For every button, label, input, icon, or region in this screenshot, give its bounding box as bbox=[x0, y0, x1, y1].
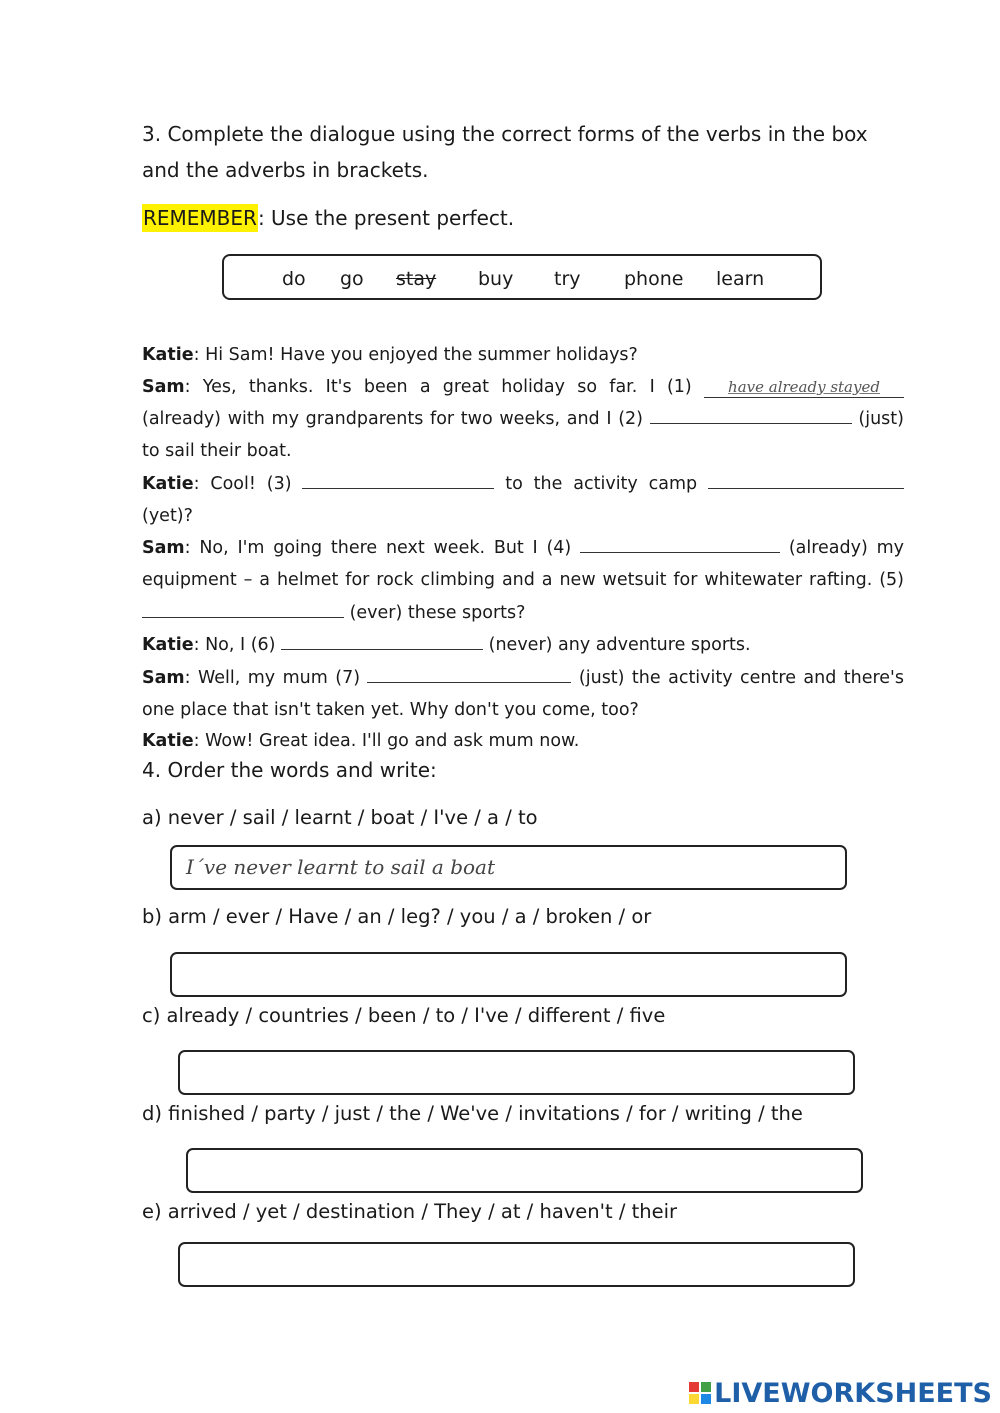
blank-1-answer[interactable]: have already stayed bbox=[704, 377, 904, 398]
dialogue-text: : Hi Sam! Have you enjoyed the summer holidays? bbox=[193, 345, 638, 365]
dialogue-text: : Wow! Great idea. I'll go and ask mum now. bbox=[193, 731, 580, 752]
remember-label: REMEMBER bbox=[143, 206, 257, 230]
blank-6[interactable] bbox=[281, 629, 483, 650]
liveworksheets-logo bbox=[688, 1378, 992, 1409]
dialogue-text: : Yes, thanks. It's been a great holiday so far. I (1) bbox=[184, 376, 704, 397]
dialogue-text: : Cool! (3) bbox=[193, 473, 303, 494]
blank-2[interactable] bbox=[650, 403, 852, 424]
speaker-sam: Sam bbox=[142, 376, 185, 397]
item-c-answer-box[interactable] bbox=[178, 1050, 855, 1095]
dialogue bbox=[142, 340, 904, 758]
liveworksheets-logo-icon bbox=[688, 1381, 712, 1405]
dialogue-line-3 bbox=[142, 474, 904, 526]
dialogue-text: (just) to sail their boat. bbox=[142, 409, 904, 462]
speaker-sam: Sam bbox=[142, 538, 185, 559]
dialogue-text: to the activity camp bbox=[494, 473, 708, 494]
verb-phone: phone bbox=[624, 268, 684, 290]
exercise-4-instruction: 4. Order the words and write: bbox=[142, 758, 437, 782]
dialogue-text: (yet)? bbox=[142, 505, 193, 526]
blank-4[interactable] bbox=[580, 532, 780, 553]
item-e-prompt: e) arrived / yet / destination / They / at / haven't / their bbox=[142, 1200, 678, 1223]
blank-3b[interactable] bbox=[708, 468, 904, 489]
dialogue-line-6 bbox=[142, 668, 904, 720]
remember-note bbox=[142, 200, 904, 236]
dialogue-text: : Well, my mum (7) bbox=[184, 668, 368, 689]
item-d-answer-box[interactable] bbox=[186, 1148, 863, 1193]
dialogue-text: : No, I (6) bbox=[193, 635, 282, 656]
verb-stay-struck: stay bbox=[396, 268, 437, 290]
dialogue-text: (already) my equipment – a helmet for rock climbing and a new wetsuit for whitewater rafting. (5) bbox=[142, 538, 904, 590]
item-a-prompt: a) never / sail / learnt / boat / I've / a / to bbox=[142, 806, 538, 829]
item-c-prompt: c) already / countries / been / to / I've / different / five bbox=[142, 1004, 666, 1027]
dialogue-text: (never) any adventure sports. bbox=[483, 635, 751, 656]
item-a-answer-box[interactable]: I´ve never learnt to sail a boat bbox=[170, 845, 847, 890]
verb-box bbox=[222, 254, 822, 300]
remember-text: : Use the present perfect. bbox=[257, 206, 515, 230]
speaker-sam: Sam bbox=[142, 668, 185, 689]
verb-try: try bbox=[554, 268, 581, 290]
verb-do: do bbox=[282, 268, 306, 290]
speaker-katie: Katie bbox=[142, 635, 194, 656]
verb-buy: buy bbox=[478, 268, 514, 290]
item-b-prompt: b) arm / ever / Have / an / leg? / you / a / broken / or bbox=[142, 905, 652, 928]
exercise-3-instruction: 3. Complete the dialogue using the correct forms of the verbs in the box and the adverbs in brackets. bbox=[142, 122, 868, 182]
blank-7[interactable] bbox=[367, 662, 571, 683]
item-d-prompt: d) finished / party / just / the / We've / invitations / for / writing / the bbox=[142, 1102, 803, 1125]
dialogue-text: (ever) these sports? bbox=[344, 602, 526, 623]
item-b-answer-box[interactable] bbox=[170, 952, 847, 997]
dialogue-line-2 bbox=[142, 377, 904, 461]
dialogue-line-7 bbox=[142, 731, 579, 751]
dialogue-line-4 bbox=[142, 538, 904, 622]
speaker-katie: Katie bbox=[142, 473, 194, 494]
dialogue-text: (just) the activity centre and there's one place that isn't taken yet. Why don't you come, too? bbox=[142, 668, 904, 720]
dialogue-text: : No, I'm going there next week. But I (4) bbox=[184, 538, 581, 559]
dialogue-line-5 bbox=[142, 635, 751, 655]
blank-5[interactable] bbox=[142, 597, 344, 618]
verb-go: go bbox=[340, 268, 364, 290]
dialogue-text: (already) with my grandparents for two weeks, and I (2) bbox=[142, 409, 650, 430]
brand-name: LIVEWORKSHEETS bbox=[714, 1378, 992, 1409]
blank-3a[interactable] bbox=[302, 468, 494, 489]
speaker-katie: Katie bbox=[142, 345, 194, 365]
verb-learn: learn bbox=[716, 268, 765, 290]
speaker-katie: Katie bbox=[142, 731, 194, 752]
item-e-answer-box[interactable] bbox=[178, 1242, 855, 1287]
dialogue-line-1 bbox=[142, 345, 638, 365]
